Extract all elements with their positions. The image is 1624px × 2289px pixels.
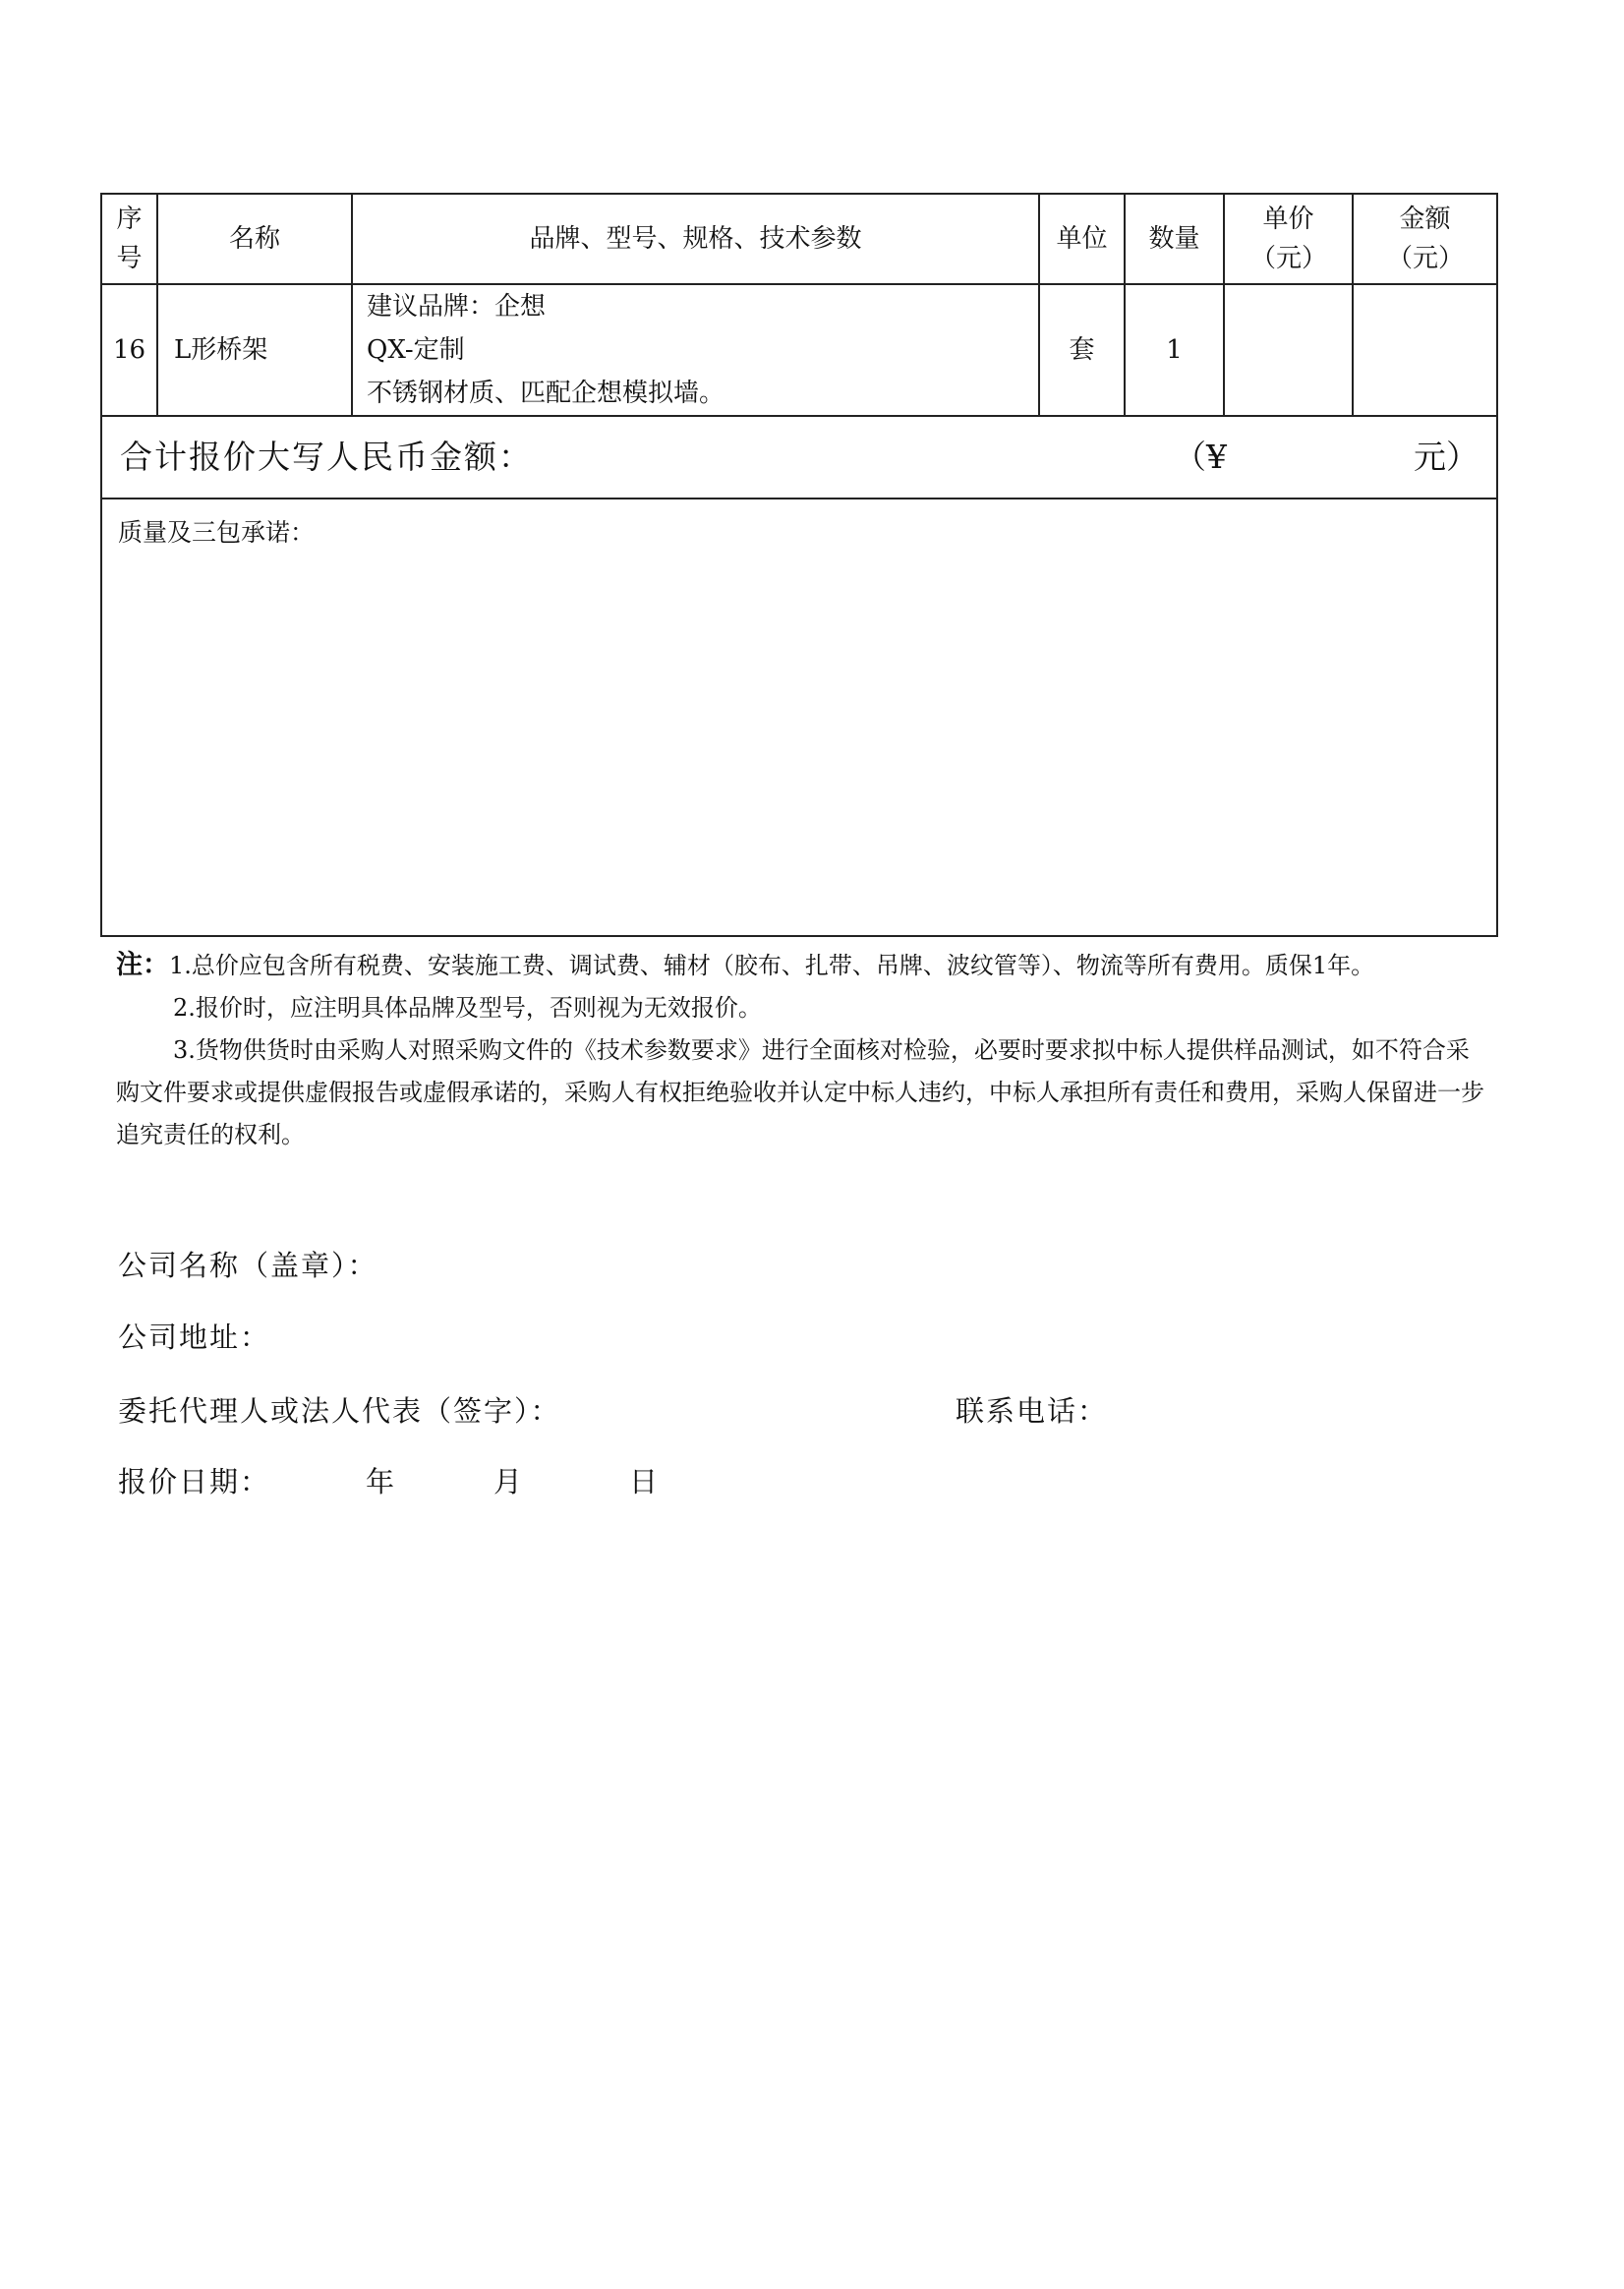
header-name: 名称 xyxy=(157,194,352,284)
notes-title: 注： xyxy=(116,950,169,980)
date-year: 年 xyxy=(366,1465,397,1498)
phone-label: 联系电话： xyxy=(956,1394,1109,1428)
company-name-field xyxy=(118,1244,1494,1284)
date-label: 报价日期： xyxy=(118,1465,271,1498)
cell-seq: 16 xyxy=(101,284,157,416)
company-address-field xyxy=(118,1316,1494,1356)
header-qty: 数量 xyxy=(1125,194,1224,284)
date-day: 日 xyxy=(629,1465,661,1498)
cell-unit-price xyxy=(1224,284,1353,416)
cell-amount xyxy=(1353,284,1497,416)
company-name-label: 公司名称（盖章）： xyxy=(118,1249,378,1282)
note-1 xyxy=(116,944,1492,987)
spec-line-model: QX-定制 xyxy=(367,335,465,365)
note-2: 2.报价时，应注明具体品牌及型号，否则视为无效报价。 xyxy=(173,994,762,1022)
representative-label: 委托代理人或法人代表（签字）： xyxy=(118,1394,561,1428)
representative-field xyxy=(118,1389,1494,1430)
header-unit-price: 单价（元） xyxy=(1224,194,1353,284)
total-amount xyxy=(1174,438,1479,477)
header-seq: 序号 xyxy=(101,194,157,284)
notes-section xyxy=(116,944,1492,1156)
spec-line-material: 不锈钢材质、匹配企想模拟墙。 xyxy=(367,379,725,408)
cell-spec xyxy=(352,284,1039,416)
currency-open: （¥ xyxy=(1174,438,1227,476)
quotation-table xyxy=(100,193,1498,937)
note-1-text: 1.总价应包含所有税费、安装施工费、调试费、辅材（胶布、扎带、吊牌、波纹管等）、物流等所有费用。质保1年。 xyxy=(169,952,1375,979)
total-label: 合计报价大写人民币金额： xyxy=(120,438,533,476)
total-cell xyxy=(101,416,1497,499)
total-row xyxy=(101,416,1497,499)
header-unit: 单位 xyxy=(1039,194,1125,284)
cell-unit: 套 xyxy=(1039,284,1125,416)
header-amount: 金额（元） xyxy=(1353,194,1497,284)
promise-row xyxy=(101,499,1497,936)
date-month: 月 xyxy=(493,1465,525,1498)
promise-cell xyxy=(101,499,1497,936)
company-address-label: 公司地址： xyxy=(118,1321,271,1354)
table-header-row xyxy=(101,194,1497,284)
note-3: 3.货物供货时由采购人对照采购文件的《技术参数要求》进行全面核对检验，必要时要求拟中标人提供样品测试，如不符合采购文件要求或提供虚假报告或虚假承诺的，采购人有权拒绝验收并认定中标人违约，中标人承担所有责任和费用，采购人保留进一步追究责任的权利。 xyxy=(116,1036,1484,1148)
currency-close: 元） xyxy=(1414,438,1479,476)
spec-line-brand: 建议品牌：企想 xyxy=(367,292,547,322)
promise-label: 质量及三包承诺： xyxy=(118,518,316,547)
cell-qty: 1 xyxy=(1125,284,1224,416)
table-row xyxy=(101,284,1497,416)
cell-name: L形桥架 xyxy=(157,284,352,416)
header-spec: 品牌、型号、规格、技术参数 xyxy=(352,194,1039,284)
